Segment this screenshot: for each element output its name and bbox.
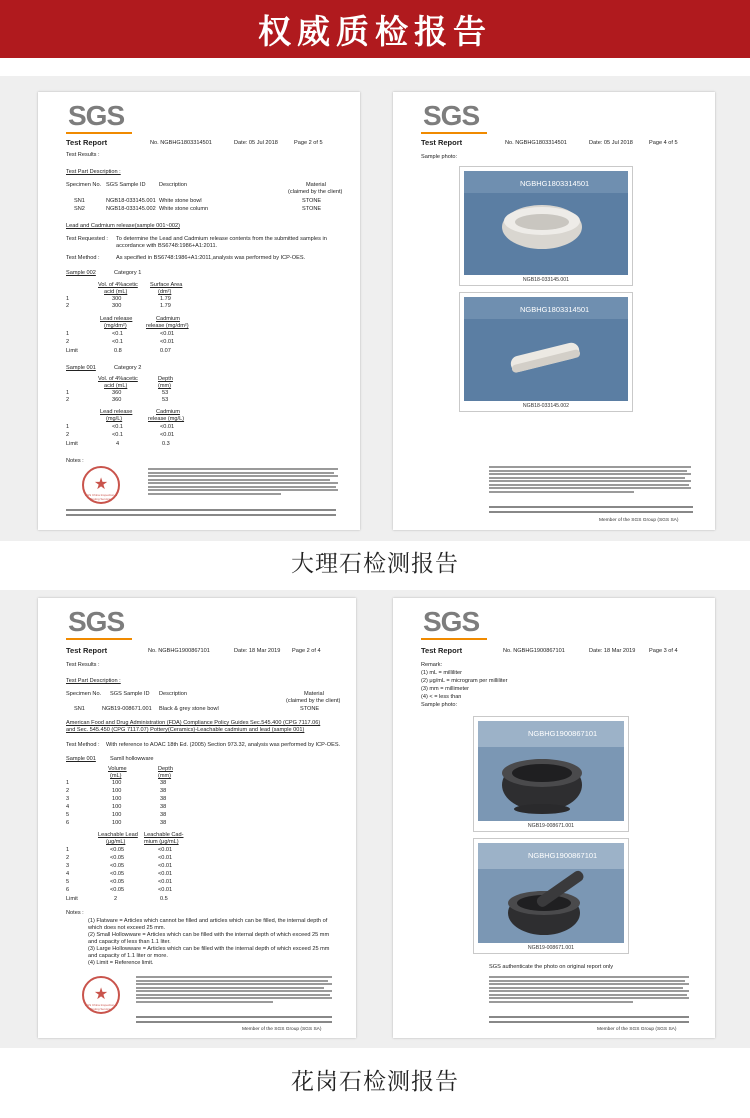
volume-value: 100 — [112, 820, 122, 826]
note-2: (2) Small Hollowware = Articles which can be filled with the internal depth of which exceed 25 mm and capacity of less than 1.1 liter. — [88, 932, 330, 945]
row-index: 2 — [66, 397, 70, 403]
limit-lead: 2 — [114, 896, 118, 902]
test-requested-text: To determine the Lead and Cadmium release contents from the submitted samples in accordance with BS6748:1986+A1:2011. — [116, 236, 327, 249]
cadmium-value: <0.01 — [158, 879, 173, 885]
lead-unit-header: (mg/dm²) — [104, 323, 127, 329]
row1-id: NGB18-033145.001 — [106, 198, 156, 204]
row1-material: STONE — [302, 198, 322, 204]
row-index: 1 — [66, 296, 70, 302]
lead-value: <0.1 — [112, 339, 124, 345]
limit-cadmium: 0.07 — [160, 348, 171, 354]
col-material: Material — [304, 691, 324, 697]
report-title: Test Report — [421, 646, 463, 655]
white-stone-column-image — [464, 297, 628, 399]
volume-value: 300 — [112, 296, 122, 302]
vol-acetic-header: Vol. of 4%acetic — [98, 376, 138, 382]
address-line — [136, 1021, 332, 1023]
depth-unit: (mm) — [158, 773, 172, 779]
photo-caption: NGB19-008671.001 — [527, 823, 575, 829]
cadmium-value: <0.01 — [158, 855, 173, 861]
remark-label: Remark: — [421, 662, 443, 668]
granite-report-label: 花岗石检测报告 — [291, 1069, 459, 1095]
cadmium-unit-header: release (mg/L) — [148, 416, 185, 422]
report-number: No. NGBHG1900867101 — [503, 648, 565, 654]
hollowware-label: Samll hollowware — [110, 756, 154, 762]
banner-title: 权威质检报告 — [258, 12, 492, 51]
cadmium-value: <0.01 — [158, 887, 173, 893]
leach-cad-header: Leachable Cad- — [144, 832, 184, 838]
leach-lead-unit: (μg/mL) — [106, 839, 126, 845]
report-number: No. NGBHG1803314501 — [505, 140, 567, 146]
cadmium-unit-header: release (mg/dm²) — [146, 323, 189, 329]
granite-bowl-image — [478, 721, 624, 819]
report-title: Test Report — [66, 646, 108, 655]
sample-001-label: Sample 001 — [66, 756, 96, 762]
address-line — [489, 506, 693, 508]
lead-value: <0.1 — [112, 424, 124, 430]
photo-sample-id: NGBHG1900867101 — [528, 729, 598, 738]
depth-value: 38 — [160, 788, 167, 794]
cadmium-value: <0.01 — [160, 432, 175, 438]
col-material: Material — [306, 182, 326, 188]
row1-no: SN1 — [74, 198, 85, 204]
limit-label: Limit — [66, 896, 78, 902]
sgs-logo: SGS — [68, 606, 125, 637]
row-index: 1 — [66, 390, 70, 396]
fda-title: American Food and Drug Administration (FDA) Compliance Policy Guides Sec.545.400 (CPG 7117.06) and Sec. 545.450 (CPG 7117.07) Pottery(Ceramics)-Leachable cadmium and lead (sample 001) — [66, 720, 321, 733]
cadmium-header: Cadmium — [156, 409, 180, 415]
acid-ml-header: acid (mL) — [104, 289, 128, 295]
authenticate-note: SGS authenticate the photo on original report only — [489, 964, 614, 970]
cadmium-value: <0.01 — [158, 847, 173, 853]
address-line — [136, 1016, 332, 1018]
sgs-logo: SGS — [423, 606, 480, 637]
row-index: 2 — [66, 303, 70, 309]
leach-lead-header: Leachable Lead — [98, 832, 138, 838]
sample-photo-1 — [473, 716, 629, 832]
cadmium-header: Cadmium — [156, 316, 180, 322]
row-index: 5 — [66, 812, 70, 818]
row-id: NGB19-008671.001 — [102, 706, 152, 712]
sample-002-label: Sample 002 — [66, 270, 96, 276]
sgs-logo: SGS — [68, 100, 125, 131]
report-page: Page 4 of 5 — [649, 140, 678, 146]
depth-value: 53 — [162, 390, 169, 396]
cadmium-value: <0.01 — [160, 424, 175, 430]
address-line — [66, 509, 336, 511]
test-method-text: As specified in BS6748:1986+A1:2011,analysis was performed by ICP-OES. — [116, 255, 306, 261]
address-line — [489, 1016, 689, 1018]
test-part-label: Test Part Description : — [66, 678, 121, 684]
dm2-header: (dm²) — [158, 289, 172, 295]
seal-text: SGS China Inspection & Testing Services — [84, 493, 118, 501]
photo-sample-id: NGBHG1803314501 — [520, 179, 590, 188]
row-desc: Black & grey stone bowl — [159, 706, 219, 712]
lead-release-header: Lead release — [100, 409, 133, 415]
area-value: 1.79 — [160, 303, 171, 309]
granite-mortar-pestle-image — [478, 843, 624, 941]
depth-unit-header: (mm) — [158, 383, 172, 389]
star-icon: ★ — [93, 986, 109, 1003]
test-requested-label: Test Requested : — [66, 236, 108, 242]
granite-report-page-2 — [38, 598, 356, 1038]
note-1: (1) Flatware = Articles which cannot be filled and articles which can be filled, the internal depth of which does not exceed 25 mm. — [88, 918, 328, 931]
surface-area-header: Surface Area — [150, 282, 183, 288]
row-index: 1 — [66, 780, 70, 786]
test-method-label: Test Method : — [66, 742, 100, 748]
row-index: 3 — [66, 863, 70, 869]
sample-photo-label: Sample photo: — [421, 154, 458, 160]
report-page: Page 3 of 4 — [649, 648, 678, 654]
col-description: Description — [159, 691, 187, 697]
row-index: 4 — [66, 804, 70, 810]
test-method-text: With reference to AOAC 18th Ed. (2005) Section 973.32, analysis was performed by ICP-OES. — [106, 742, 341, 748]
photo-sample-id: NGBHG1803314501 — [520, 305, 590, 314]
lead-value: <0.1 — [112, 432, 124, 438]
volume-value: 360 — [112, 397, 122, 403]
row2-material: STONE — [302, 206, 322, 212]
col-material-sub: (claimed by the client) — [286, 698, 341, 704]
lead-value: <0.05 — [110, 863, 125, 869]
cadmium-value: <0.01 — [160, 339, 175, 345]
col-sample-id: SGS Sample ID — [110, 691, 150, 697]
report-page: Page 2 of 4 — [292, 648, 321, 654]
lead-release-header: Lead release — [100, 316, 133, 322]
logo-underline — [421, 132, 487, 134]
member-text: Member of the SGS Group (SGS SA) — [599, 518, 679, 523]
lead-value: <0.05 — [110, 855, 125, 861]
row2-id: NGB18-033145.002 — [106, 206, 156, 212]
volume-value: 360 — [112, 390, 122, 396]
test-part-label: Test Part Description : — [66, 169, 121, 175]
fine-print — [489, 976, 689, 1010]
depth-value: 38 — [160, 804, 167, 810]
limit-cadmium: 0.5 — [160, 896, 168, 902]
volume-value: 100 — [112, 796, 122, 802]
test-results-label: Test Results : — [66, 152, 100, 158]
row-index: 2 — [66, 432, 70, 438]
report-date: Date: 05 Jul 2018 — [589, 140, 633, 146]
remark-4: (4) < = less than — [421, 694, 462, 700]
volume-header: Volume — [108, 766, 127, 772]
test-results-label: Test Results : — [66, 662, 100, 668]
volume-value: 100 — [112, 812, 122, 818]
category-2: Category 2 — [114, 365, 142, 371]
cadmium-value: <0.01 — [158, 863, 173, 869]
logo-underline — [66, 638, 132, 640]
sgs-seal — [82, 466, 120, 504]
lead-value: <0.05 — [110, 847, 125, 853]
depth-value: 38 — [160, 780, 167, 786]
sample-photo-2 — [473, 838, 629, 954]
col-sample-id: SGS Sample ID — [106, 182, 146, 188]
report-number: No. NGBHG1900867101 — [148, 648, 210, 654]
note-4: (4) Limit = Reference limit. — [88, 960, 154, 966]
photo-caption: NGB18-033145.001 — [522, 277, 570, 283]
remark-2: (2) μg/mL = microgram per milliliter — [421, 678, 508, 684]
sgs-seal — [82, 976, 120, 1014]
col-specimen: Specimen No. — [66, 182, 102, 188]
top-banner — [0, 0, 750, 58]
col-material-sub: (claimed by the client) — [288, 189, 343, 195]
depth-value: 38 — [160, 812, 167, 818]
seal-text: SGS China Inspection & Testing Services — [84, 1003, 118, 1011]
granite-report-page-3 — [393, 598, 715, 1038]
remark-1: (1) mL = milliliter — [421, 670, 462, 676]
category-1: Category 1 — [114, 270, 142, 276]
row-index: 1 — [66, 424, 70, 430]
photo-caption: NGB19-008671.001 — [527, 945, 575, 951]
depth-header: Depth — [158, 376, 173, 382]
acid-ml-header: acid (mL) — [104, 383, 128, 389]
sample-photo-label: Sample photo: — [421, 702, 458, 708]
lead-value: <0.05 — [110, 887, 125, 893]
sample-photo-2 — [459, 292, 633, 412]
member-text: Member of the SGS Group (SGS SA) — [242, 1027, 322, 1032]
photo-sample-id: NGBHG1900867101 — [528, 851, 598, 860]
row-index: 2 — [66, 855, 70, 861]
volume-value: 100 — [112, 788, 122, 794]
row2-desc: White stone column — [159, 206, 209, 212]
sgs-logo: SGS — [423, 100, 480, 131]
row-index: 4 — [66, 871, 70, 877]
row-index: 5 — [66, 879, 70, 885]
row-index: 2 — [66, 339, 70, 345]
row-material: STONE — [300, 706, 320, 712]
address-line — [489, 511, 693, 513]
limit-label: Limit — [66, 441, 78, 447]
row2-no: SN2 — [74, 206, 85, 212]
report-date: Date: 18 Mar 2019 — [234, 648, 281, 654]
test-method-label: Test Method : — [66, 255, 100, 261]
photo-caption: NGB18-033145.002 — [522, 403, 570, 409]
depth-value: 38 — [160, 820, 167, 826]
row-index: 6 — [66, 820, 70, 826]
marble-report-page-2 — [38, 92, 360, 530]
row-index: 3 — [66, 796, 70, 802]
report-page: Page 2 of 5 — [294, 140, 323, 146]
volume-value: 100 — [112, 780, 122, 786]
white-stone-bowl-image — [464, 171, 628, 273]
fine-print — [136, 976, 332, 1010]
remark-3: (3) mm = millimeter — [421, 686, 470, 692]
report-date: Date: 05 Jul 2018 — [234, 140, 278, 146]
limit-lead: 0.8 — [114, 348, 122, 354]
volume-unit: (mL) — [110, 773, 122, 779]
limit-cadmium: 0.3 — [162, 441, 170, 447]
volume-value: 100 — [112, 804, 122, 810]
depth-value: 38 — [160, 796, 167, 802]
cadmium-value: <0.01 — [160, 331, 175, 337]
member-text: Member of the SGS Group (SGS SA) — [597, 1027, 677, 1032]
lead-value: <0.05 — [110, 879, 125, 885]
report-title: Test Report — [421, 138, 463, 147]
lead-unit-header: (mg/L) — [106, 416, 123, 422]
note-3: (3) Large Hollowware = Articles which can be filled with the internal depth of which exceed 25 mm and capacity of 1.1 liter or more. — [88, 946, 330, 959]
depth-header: Depth — [158, 766, 173, 772]
row-index: 1 — [66, 331, 70, 337]
row-no: SN1 — [74, 706, 85, 712]
col-specimen: Specimen No. — [66, 691, 102, 697]
fine-print — [489, 466, 691, 500]
limit-lead: 4 — [116, 441, 120, 447]
leach-cad-unit: mium (μg/mL) — [144, 839, 179, 845]
row-index: 6 — [66, 887, 70, 893]
report-title: Test Report — [66, 138, 108, 147]
cadmium-value: <0.01 — [158, 871, 173, 877]
address-line — [489, 1021, 689, 1023]
lead-value: <0.1 — [112, 331, 124, 337]
depth-value: 53 — [162, 397, 169, 403]
fine-print — [148, 468, 338, 502]
logo-underline — [66, 132, 132, 134]
volume-value: 300 — [112, 303, 122, 309]
vol-acetic-header: Vol. of 4%acetic — [98, 282, 138, 288]
row1-desc: White stone bowl — [159, 198, 202, 204]
sample-001-label: Sample 001 — [66, 365, 96, 371]
lead-release-title: Lead and Cadmium release(sample 001~002) — [66, 223, 180, 229]
area-value: 1.79 — [160, 296, 171, 302]
sample-photo-1 — [459, 166, 633, 286]
star-icon: ★ — [93, 476, 109, 493]
report-date: Date: 18 Mar 2019 — [589, 648, 636, 654]
notes-label: Notes : — [66, 910, 84, 916]
notes-label: Notes : — [66, 458, 84, 464]
logo-underline — [421, 638, 487, 640]
row-index: 2 — [66, 788, 70, 794]
address-line — [66, 514, 336, 516]
marble-report-page-4 — [393, 92, 715, 530]
row-index: 1 — [66, 847, 70, 853]
limit-label: Limit — [66, 348, 78, 354]
col-description: Description — [159, 182, 187, 188]
lead-value: <0.05 — [110, 871, 125, 877]
marble-report-label: 大理石检测报告 — [291, 551, 459, 577]
report-number: No. NGBHG1803314501 — [150, 140, 212, 146]
